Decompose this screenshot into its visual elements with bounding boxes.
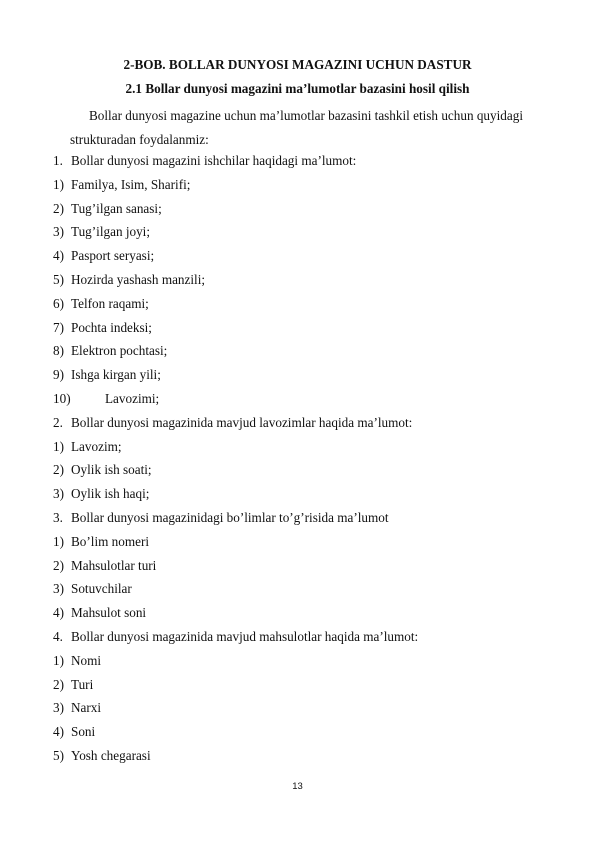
list-item-text: Lavozim; (71, 438, 122, 454)
list-item-number: 3) (53, 581, 64, 597)
list-item-number: 3) (53, 224, 64, 240)
list-item (0, 698, 595, 722)
section-heading: 2.1 Bollar dunyosi magazini ma’lumotlar bazasini hosil qilish (125, 81, 470, 96)
list-item-number: 1) (53, 533, 64, 549)
list-item (0, 175, 595, 199)
list-item-number: 4. (53, 628, 63, 644)
page-number: 13 (292, 781, 303, 792)
list-item (0, 579, 595, 603)
structure-list (0, 151, 595, 770)
list-item-number: 6) (53, 295, 64, 311)
list-item-text: Yosh chegarasi (71, 747, 151, 763)
list-item (0, 389, 595, 413)
list-item-text: Bollar dunyosi magazinida mavjud mahsulotlar haqida ma’lumot: (71, 628, 419, 644)
list-item (0, 318, 595, 342)
list-item-number: 1. (53, 153, 63, 168)
list-item (0, 246, 595, 270)
list-item (0, 675, 595, 699)
list-item-text: Narxi (71, 700, 102, 716)
section-list-item (0, 508, 595, 532)
list-item-text: Mahsulot soni (71, 605, 147, 621)
list-item (0, 222, 595, 246)
list-item (0, 484, 595, 508)
section-list-item (0, 413, 595, 437)
list-item-number: 9) (53, 367, 64, 383)
list-item (0, 365, 595, 389)
list-item-text: Familya, Isim, Sharifi; (71, 176, 191, 192)
list-item-text: Soni (71, 724, 96, 740)
list-item-text: Tug’ilgan joyi; (71, 224, 151, 240)
list-item-number: 4) (53, 724, 64, 740)
list-item-number: 1) (53, 176, 64, 192)
list-item-text: Oylik ish haqi; (71, 486, 150, 502)
list-item-number: 4) (53, 605, 64, 621)
list-item (0, 651, 595, 675)
list-item (0, 460, 595, 484)
list-item-text: Telfon raqami; (71, 295, 149, 311)
list-item-text: Pasport seryasi; (71, 248, 155, 264)
chapter-heading: 2-BOB. BOLLAR DUNYOSI MAGAZINI UCHUN DASTUR (123, 57, 472, 72)
list-item-number: 5) (53, 271, 64, 287)
list-item-text: Turi (71, 676, 94, 692)
list-item-number: 3. (53, 509, 63, 525)
list-item-text: Pochta indeksi; (71, 319, 152, 335)
list-item-text: Bo’lim nomeri (71, 533, 150, 549)
list-item-number: 10) (53, 390, 71, 406)
list-item-text: Bollar dunyosi magazinida mavjud lavozimlar haqida ma’lumot: (71, 414, 413, 430)
list-item-number: 1) (53, 652, 64, 668)
list-item-text: Nomi (71, 652, 102, 668)
list-item-text: Oylik ish soati; (71, 462, 152, 478)
list-item (0, 556, 595, 580)
list-item (0, 341, 595, 365)
section-list-item (0, 151, 595, 175)
list-item-text: Elektron pochtasi; (71, 343, 168, 359)
list-item-number: 2) (53, 200, 64, 216)
list-item-number: 4) (53, 248, 64, 264)
list-item (0, 722, 595, 746)
list-item-number: 2) (53, 462, 64, 478)
list-item-text: Lavozimi; (105, 390, 160, 406)
list-item (0, 746, 595, 770)
list-item (0, 532, 595, 556)
section-list-item (0, 627, 595, 651)
list-item-number: 2. (53, 414, 63, 430)
list-item-text: Mahsulotlar turi (71, 557, 157, 573)
list-item-text: Hozirda yashash manzili; (71, 271, 206, 287)
list-item-number: 1) (53, 438, 64, 454)
list-item-number: 3) (53, 486, 64, 502)
list-item-text: Bollar dunyosi magazini ishchilar haqidagi ma’lumot: (71, 153, 357, 168)
list-item-text: Bollar dunyosi magazinidagi bo’limlar to’g’risida ma’lumot (71, 509, 389, 525)
list-item-text: Sotuvchilar (71, 581, 132, 597)
list-item-number: 3) (53, 700, 64, 716)
list-item (0, 437, 595, 461)
list-item-number: 5) (53, 747, 64, 763)
intro-paragraph: Bollar dunyosi magazine uchun ma’lumotlar bazasini tashkil etish uchun quyidagi strukturadan foydalanmiz: (70, 108, 523, 147)
list-item (0, 294, 595, 318)
list-item-text: Tug’ilgan sanasi; (71, 200, 162, 216)
list-item-number: 2) (53, 676, 64, 692)
list-item-number: 2) (53, 557, 64, 573)
list-item-number: 7) (53, 319, 64, 335)
list-item (0, 270, 595, 294)
list-item-text: Ishga kirgan yili; (71, 367, 161, 383)
list-item-number: 8) (53, 343, 64, 359)
list-item (0, 199, 595, 223)
list-item (0, 603, 595, 627)
